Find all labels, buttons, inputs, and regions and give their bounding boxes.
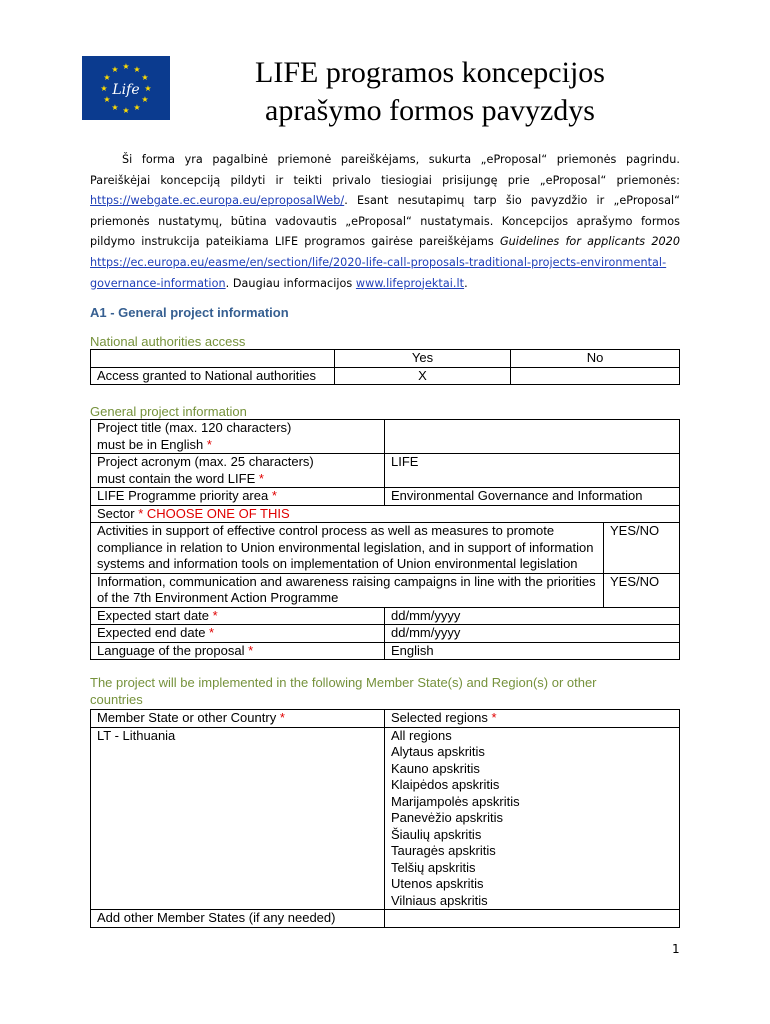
list-item: Alytaus apskritis xyxy=(391,744,485,759)
list-item: Marijampolės apskritis xyxy=(391,793,520,809)
table-row xyxy=(91,454,680,488)
country-col-header: Member State or other Country * xyxy=(91,710,385,728)
svg-text:★: ★ xyxy=(103,95,111,104)
table-row xyxy=(91,910,680,928)
eu-stars-icon xyxy=(82,56,170,120)
table-row xyxy=(91,607,680,625)
start-date-label: Expected start date * xyxy=(91,607,385,625)
table-row xyxy=(91,642,680,660)
svg-text:★: ★ xyxy=(133,65,141,74)
sector-label: Sector * CHOOSE ONE OF THIS xyxy=(91,505,680,523)
list-item: All regions xyxy=(391,727,452,743)
table-row xyxy=(91,710,680,728)
national-empty-header xyxy=(91,350,335,368)
svg-text:★: ★ xyxy=(103,73,111,82)
intro-text-3: . Daugiau informacijos xyxy=(225,276,356,290)
eproposal-link[interactable]: https://webgate.ec.europa.eu/eproposalWeb/ xyxy=(90,194,345,208)
table-row xyxy=(91,420,680,454)
list-item: Klaipėdos apskritis xyxy=(391,777,500,792)
end-date-label: Expected end date * xyxy=(91,625,385,643)
intro-text-4: . xyxy=(464,276,468,290)
priority-area-field[interactable]: Environmental Governance and Information xyxy=(385,488,680,506)
access-granted-label: Access granted to National authorities xyxy=(91,367,335,385)
svg-text:★: ★ xyxy=(144,84,152,93)
intro-text-2: . Esant nesutapimų tarp šio pavyzdžio ir „eProposal“ priemonės nustatymų, būtina vadovautis „eProposal“ nustatymais. Koncepcijos aprašymo formos pildymo instrukcija pateikiama LIFE programos gairėse pareiškėjams xyxy=(90,194,680,249)
list-item: Kauno apskritis xyxy=(391,760,480,776)
regions-cell[interactable] xyxy=(385,727,680,910)
svg-text:★: ★ xyxy=(141,73,149,82)
col-yes-header: Yes xyxy=(335,350,511,368)
svg-text:★: ★ xyxy=(100,84,108,93)
col-no-header: No xyxy=(511,350,680,368)
sector-option-2-label: Information, communication and awareness raising campaigns in line with the priorities of the 7th Environment Action Programme xyxy=(91,573,604,607)
regions-table xyxy=(90,709,680,928)
general-info-heading: General project information xyxy=(90,404,247,419)
list-item: Telšių apskritis xyxy=(391,859,476,875)
svg-text:★: ★ xyxy=(122,62,130,71)
list-item: Panevėžio apskritis xyxy=(391,810,503,825)
svg-text:★: ★ xyxy=(122,106,130,115)
sector-option-2-field[interactable]: YES/NO xyxy=(604,573,680,607)
easme-link[interactable]: https://ec.europa.eu/easme/en/section/life/2020-life-call-proposals-traditional-projects-environmental-governance-information xyxy=(90,255,667,290)
access-yes-cell[interactable]: X xyxy=(335,367,511,385)
project-acronym-field[interactable]: LIFE xyxy=(385,454,680,488)
language-field[interactable]: English xyxy=(385,642,680,660)
priority-area-label: LIFE Programme priority area * xyxy=(91,488,385,506)
table-row xyxy=(91,505,680,523)
end-date-field[interactable]: dd/mm/yyyy xyxy=(385,625,680,643)
intro-text-1: Ši forma yra pagalbinė priemonė pareiškėjams, sukurta „eProposal“ priemonės pagrindu. Pareiškėjai koncepciją pildyti ir teikti privalo tiesiogiai prisijungę prie „eProposal“ priemonės: xyxy=(90,153,680,187)
life-logo-text: Life xyxy=(112,82,140,98)
page-title-line-1: LIFE programos koncepcijos xyxy=(255,56,605,89)
page-number: 1 xyxy=(672,942,680,956)
table-row xyxy=(91,523,680,574)
page-title-line-2: aprašymo formos pavyzdys xyxy=(265,94,595,127)
svg-text:★: ★ xyxy=(133,103,141,112)
add-other-states-field[interactable] xyxy=(385,910,680,928)
language-label: Language of the proposal * xyxy=(91,642,385,660)
national-access-heading: National authorities access xyxy=(90,334,246,349)
guidelines-title: Guidelines for applicants 2020 xyxy=(499,235,680,249)
life-logo xyxy=(82,56,170,120)
list-item: Utenos apskritis xyxy=(391,876,484,891)
list-item: Tauragės apskritis xyxy=(391,843,496,858)
section-a1-heading: A1 - General project information xyxy=(90,305,289,320)
svg-text:★: ★ xyxy=(141,95,149,104)
project-title-field[interactable] xyxy=(385,420,680,454)
svg-text:★: ★ xyxy=(111,103,119,112)
svg-text:★: ★ xyxy=(111,65,119,74)
country-cell[interactable]: LT - Lithuania xyxy=(91,727,385,910)
national-access-table xyxy=(90,349,680,385)
general-info-table xyxy=(90,419,680,660)
implementation-heading: The project will be implemented in the following Member State(s) and Region(s) or other countries xyxy=(90,675,597,707)
table-row xyxy=(91,625,680,643)
add-other-states-label: Add other Member States (if any needed) xyxy=(91,910,385,928)
table-row xyxy=(91,727,680,910)
sector-option-1-field[interactable]: YES/NO xyxy=(604,523,680,574)
project-acronym-label: Project acronym (max. 25 characters) must contain the word LIFE * xyxy=(91,454,385,488)
intro-paragraph xyxy=(90,150,680,294)
sector-option-1-label: Activities in support of effective control process as well as measures to promote compliance in relation to Union environmental legislation, and in support of information systems and information tools on implementation of Union environmental legislation xyxy=(91,523,604,574)
start-date-field[interactable]: dd/mm/yyyy xyxy=(385,607,680,625)
project-title-label: Project title (max. 120 characters) must be in English * xyxy=(91,420,385,454)
lifeprojektai-link[interactable]: www.lifeprojektai.lt xyxy=(355,276,465,290)
regions-col-header: Selected regions * xyxy=(385,710,680,728)
table-row xyxy=(91,573,680,607)
table-row xyxy=(91,488,680,506)
list-item: Vilniaus apskritis xyxy=(391,892,488,908)
access-no-cell[interactable] xyxy=(511,367,680,385)
list-item: Šiaulių apskritis xyxy=(391,826,482,842)
page-title xyxy=(200,54,660,130)
